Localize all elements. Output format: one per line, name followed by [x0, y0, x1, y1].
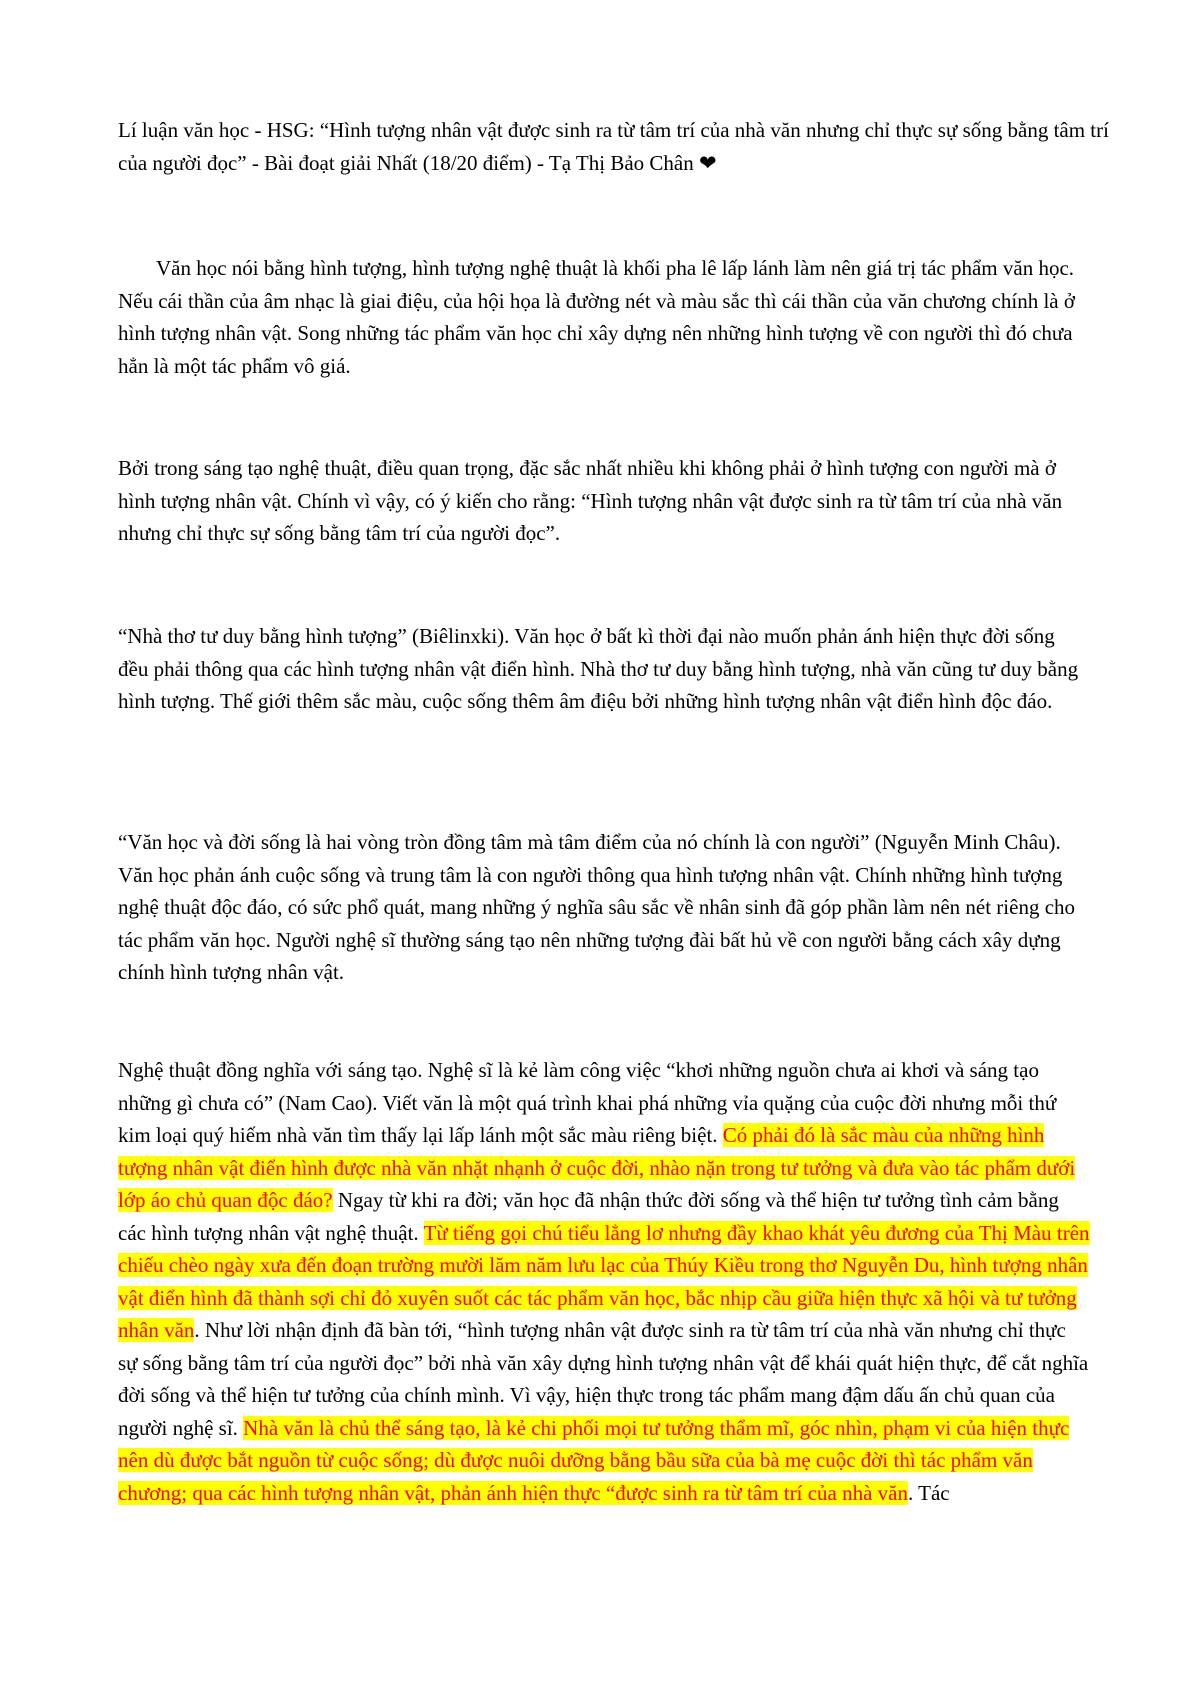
paragraph-3: “Nhà thơ tư duy bằng hình tượng” (Biêlinxki). Văn học ở bất kì thời đại nào muốn phản ánh hiện thực đời sống đều phải thông qua các hình tượng nhân vật điển hình. Nhà thơ tư duy bằng hình tượng, nhà văn cũng tư duy bằng hình tượng. Thế giới thêm sắc màu, cuộc sống thêm âm điệu bởi những hình tượng nhân vật điển hình độc đáo.: [118, 624, 1079, 713]
highlighted-sentence-3: Nhà văn là chủ thể sáng tạo, là kẻ chi phối mọi tư tưởng thẩm mĩ, góc nhìn, phạm vi của hiện thực nên dù được bắt nguồn từ cuộc sống; dù được nuôi dưỡng bằng bầu sữa của bà mẹ cuộc đời thì tác phẩm văn chương; qua các hình tượng nhân vật, phản ánh hiện thực “được sinh ra từ tâm trí của nhà văn: [118, 1415, 1070, 1505]
paragraph-5-text-4: . Tác: [908, 1480, 950, 1505]
paragraph-5-text-1: Nghệ thuật đồng nghĩa với sáng tạo. Nghệ sĩ là kẻ làm công việc “khơi những nguồn chưa ai khơi và sáng tạo những gì chưa có” (Nam Cao). Viết văn là một quá trình khai phá những vỉa quặng của cuộc đời nhưng mỗi thứ kim loại quý hiếm nhà văn tìm thấy lại lấp lánh một sắc màu riêng biệt.: [118, 1058, 1057, 1147]
paragraph-2: Bởi trong sáng tạo nghệ thuật, điều quan trọng, đặc sắc nhất nhiều khi không phải ở hình tượng con người mà ở hình tượng nhân vật. Chính vì vậy, có ý kiến cho rằng: “Hình tượng nhân vật được sinh ra từ tâm trí của nhà văn nhưng chỉ thực sự sống bằng tâm trí của người đọc”.: [118, 456, 1063, 545]
highlighted-sentence-2: Từ tiếng gọi chú tiểu lẳng lơ nhưng đầy khao khát yêu đương của Thị Màu trên chiếu chèo ngày xưa đến đoạn trường mười lăm năm lưu lạc của Thúy Kiều trong thơ Nguyễn Du, hình tượng nhân vật điển hình đã thành sợi chỉ đỏ xuyên suốt các tác phẩm văn học, bắc nhịp cầu giữa hiện thực xã hội và tư tưởng nhân văn: [118, 1220, 1090, 1342]
paragraph-5: [118, 1054, 1090, 1509]
highlighted-sentence-1: Có phải đó là sắc màu của những hình tượng nhân vật điển hình được nhà văn nhặt nhạnh ở cuộc đời, nhào nặn trong tư tưởng và đưa vào tác phẩm dưới lớp áo chủ quan độc đáo?: [118, 1123, 1076, 1212]
paragraph-1: Văn học nói bằng hình tượng, hình tượng nghệ thuật là khối pha lê lấp lánh làm nên giá trị tác phẩm văn học. Nếu cái thần của âm nhạc là giai điệu, của hội họa là đường nét và màu sắc thì cái thần của văn chương chính là ở hình tượng nhân vật. Song những tác phẩm văn học chỉ xây dựng nên những hình tượng về con người thì đó chưa hẳn là một tác phẩm vô giá.: [118, 256, 1075, 378]
paragraph-5-text-2: Ngay từ khi ra đời; văn học đã nhận thức đời sống và thể hiện tư tưởng tình cảm bằng các hình tượng nhân vật nghệ thuật.: [118, 1188, 1059, 1245]
document-title: Lí luận văn học - HSG: “Hình tượng nhân vật được sinh ra từ tâm trí của nhà văn nhưng chỉ thực sự sống bằng tâm trí của người đọc” - Bài đoạt giải Nhất (18/20 điểm) - Tạ Thị Bảo Chân ❤: [118, 118, 1109, 175]
paragraph-5-text-3: . Như lời nhận định đã bàn tới, “hình tượng nhân vật được sinh ra từ tâm trí của nhà văn nhưng chỉ thực sự sống bằng tâm trí của người đọc” bởi nhà văn xây dựng hình tượng nhân vật để khái quát hiện thực, để cắt nghĩa đời sống và thể hiện tư tưởng của chính mình. Vì vậy, hiện thực trong tác phẩm mang đậm dấu ấn chủ quan của người nghệ sĩ.: [118, 1318, 1089, 1440]
paragraph-4: “Văn học và đời sống là hai vòng tròn đồng tâm mà tâm điểm của nó chính là con người” (Nguyễn Minh Châu). Văn học phản ánh cuộc sống và trung tâm là con người thông qua hình tượng nhân vật. Chính những hình tượng nghệ thuật độc đáo, có sức phổ quát, mang những ý nghĩa sâu sắc về nhân sinh đã góp phần làm nên nét riêng cho tác phẩm văn học. Người nghệ sĩ thường sáng tạo nên những tượng đài bất hủ về con người bằng cách xây dựng chính hình tượng nhân vật.: [118, 830, 1076, 984]
